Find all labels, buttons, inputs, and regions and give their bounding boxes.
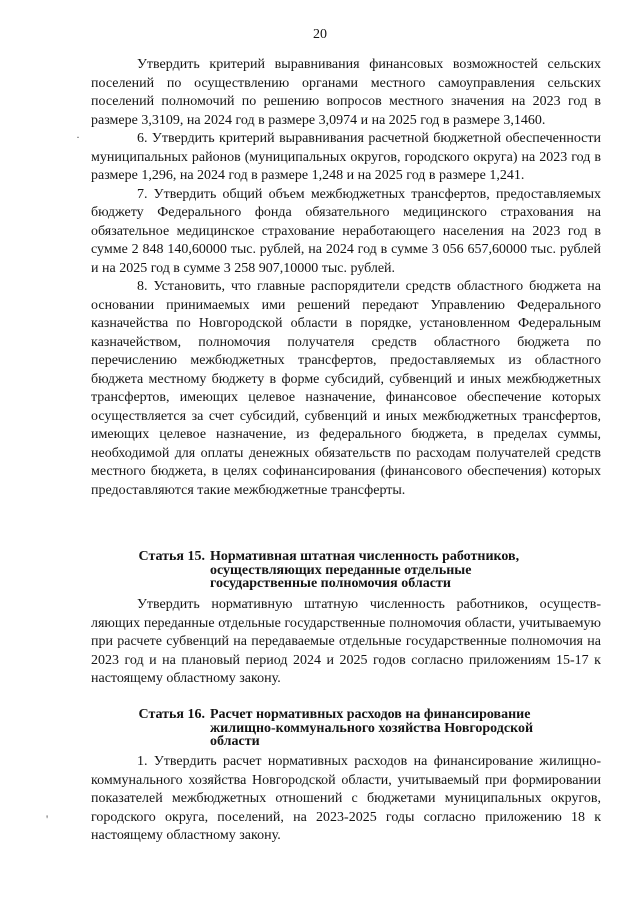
article-15-title-line: осуществляющих переданные отдельные bbox=[210, 562, 472, 578]
paragraph-6: 6. Утвердить критерий выравнивания расчетной бюджетной обеспеченности муниципальных районов (муниципальных округов, городского округа) на 2023 год в размере 1,296, на 2024 год в размере 1,248 и на 2025 год в размере 1,241. bbox=[91, 131, 601, 183]
article-16-title-line: Расчет нормативных расходов на финансирование bbox=[210, 707, 531, 722]
paragraph-7: 7. Утвердить общий объем межбюджетных трансфертов, предоставляемых бюджету Федерального фонда обязательного медицинского страхования на обязательное медицинское страхование неработающего населения на 2023 год в сумме 2 848 140,60000 тыс. рублей, на 2024 год в сумме 3 056 657,60000 тыс. рублей и на 2025 год в сумме 3 258 907,10000 тыс. рублей. bbox=[91, 186, 601, 276]
article-16-title-line: жилищно-коммунального хозяйства Новгородской bbox=[210, 720, 534, 736]
article-15-title-line: Нормативная штатная численность работников, bbox=[210, 549, 520, 564]
article-15-title-line: государственные полномочия области bbox=[210, 576, 451, 591]
article-16-heading bbox=[0, 708, 640, 749]
article-16-number: Статья 16. bbox=[138, 707, 205, 722]
text-block-1 bbox=[91, 56, 601, 500]
margin-dot: · bbox=[76, 130, 80, 144]
article-15-heading bbox=[0, 550, 640, 591]
paragraph-5-continuation: Утвердить критерий выравнивания финансовых возможностей сельских поселений по осуществлению органами местного самоуправления сельских поселений полномочий по решению вопросов местного значения на 2023 год в размере 3,3109, на 2024 год в размере 3,0974 и на 2025 год в размере 3,1460. bbox=[91, 57, 601, 128]
article-15-title bbox=[210, 550, 610, 591]
article-15-paragraph: Утвердить нормативную штатную численность работников, осуществляющих переданные отдельные государственные полномочия области, учитываемую при расчете субвенций на передаваемые отдельные государственные полномочия на 2023 год и на плановый период 2024 и 2025 годов согласно приложениям 15-17 к настоящему областному закону. bbox=[91, 597, 601, 686]
article-16-paragraph: 1. Утвердить расчет нормативных расходов на финансирование жилищно-коммунального хозяйства Новгородской области, учитываемый при формировании показателей межбюджетных отношений с бюджетами муниципальных округов, городского округа, поселений, на 2023-2025 годы согласно приложению 18 к настоящему областному закону. bbox=[91, 754, 601, 843]
article-15-number: Статья 15. bbox=[138, 549, 205, 564]
article-16-body bbox=[91, 753, 601, 846]
article-15-body bbox=[91, 596, 601, 689]
margin-tick: ' bbox=[46, 812, 49, 826]
paragraph-8: 8. Установить, что главные распорядители средств областного бюджета на основании принимаемых ими решений передают Управлению Федерального казначейства по Новгородской области в порядке, установленном Федеральным казначейством, полномочия получателя средств областного бюджета по перечислению межбюджетных трансфертов, предоставляемых из областного бюджета местному бюджету в форме субсидий, субвенций и иных межбюджетных трансфертов, имеющих целевое назначение, финансовое обеспечение которых осуществляется за счет субсидий, субвенций и иных межбюджетных трансфертов, имеющих целевое назначение, из федерального бюджета, в пределах суммы, необходимой для оплаты денежных обязательств по расходам получателей средств местного бюджета, в целях софинансирования (финансового обеспечения) которых предоставляются такие межбюджетные трансферты. bbox=[91, 279, 601, 498]
article-16-title-line: области bbox=[210, 734, 260, 749]
article-16-title bbox=[210, 708, 610, 749]
page-number: 20 bbox=[313, 27, 327, 42]
